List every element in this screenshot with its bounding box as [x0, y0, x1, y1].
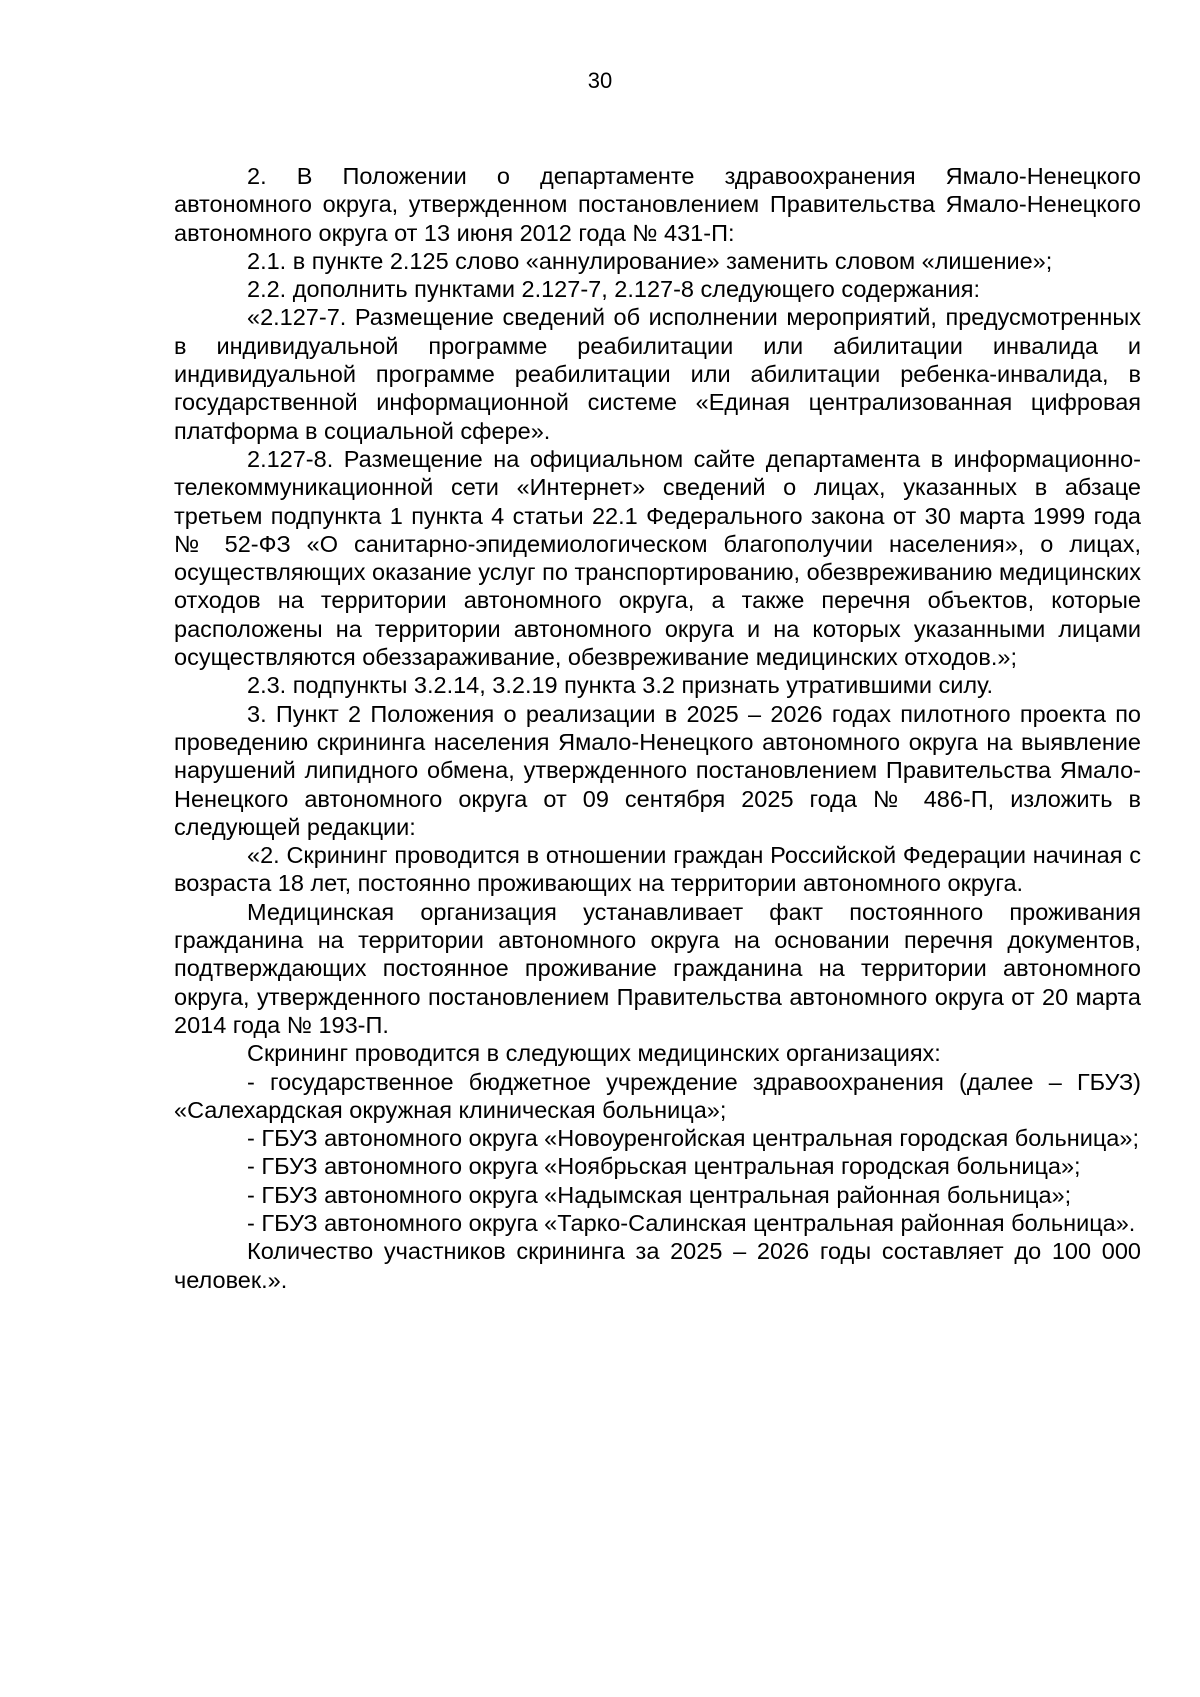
- paragraph-2-2: 2.2. дополнить пунктами 2.127-7, 2.127-8 следующего содержания:: [247, 276, 980, 303]
- list-item-organization: - государственное бюджетное учреждение здравоохранения (далее – ГБУЗ) «Салехардская окружная клиническая больница»;: [174, 1068, 1141, 1123]
- paragraph-participants-count: Количество участников скрининга за 2025 – 2026 годы составляет до 100 000 человек.».: [174, 1238, 1141, 1293]
- paragraph-3-intro: 3. Пункт 2 Положения о реализации в 2025 – 2026 годах пилотного проекта по проведению скрининга населения Ямало-Ненецкого автономного округа на выявление нарушений липидного обмена, утвержденного постановлением Правительства Ямало-Ненецкого автономного округа от 09 сентября 2025 года № 486-П, изложить в следующей редакции:: [174, 700, 1141, 840]
- list-item-organization: - ГБУЗ автономного округа «Новоуренгойская центральная городская больница»;: [247, 1125, 1139, 1152]
- paragraph-2-127-7: «2.127-7. Размещение сведений об исполнении мероприятий, предусмотренных в индивидуальной программе реабилитации или абилитации инвалида и индивидуальной программе реабилитации или абилитации ребенка-инвалида, в государственной информационной системе «Единая централизованная цифровая платформа в социальной сфере».: [174, 304, 1141, 444]
- paragraph-screening-scope: «2. Скрининг проводится в отношении граждан Российской Федерации начиная с возраста 18 лет, постоянно проживающих на территории автономного округа.: [174, 842, 1141, 897]
- paragraph-organizations-intro: Скрининг проводится в следующих медицинских организациях:: [247, 1040, 941, 1067]
- page-number: 30: [587, 68, 613, 93]
- paragraph-2-127-8: 2.127-8. Размещение на официальном сайте департамента в информационно-телекоммуникационной сети «Интернет» сведений о лицах, указанных в абзаце третьем подпункта 1 пункта 4 статьи 22.1 Федерального закона от 30 марта 1999 года № 52-ФЗ «О санитарно-эпидемиологическом благополучии населения», о лицах, осуществляющих оказание услуг по транспортированию, обезвреживанию медицинских отходов на территории автономного округа, а также перечня объектов, которые расположены на территории автономного округа и на которых указанными лицами осуществляются обеззараживание, обезвреживание медицинских отходов.»;: [174, 445, 1141, 671]
- list-item-organization: - ГБУЗ автономного округа «Надымская центральная районная больница»;: [247, 1181, 1072, 1208]
- paragraph-2-intro: 2. В Положении о департаменте здравоохранения Ямало-Ненецкого автономного округа, утвержденном постановлением Правительства Ямало-Ненецкого автономного округа от 13 июня 2012 года № 431-П:: [174, 163, 1141, 246]
- list-item-organization: - ГБУЗ автономного округа «Тарко-Салинская центральная районная больница».: [247, 1209, 1136, 1236]
- list-item-organization: - ГБУЗ автономного округа «Ноябрьская центральная городская больница»;: [247, 1153, 1081, 1180]
- paragraph-2-3: 2.3. подпункты 3.2.14, 3.2.19 пункта 3.2 признать утратившими силу.: [247, 672, 994, 699]
- paragraph-residence-proof: Медицинская организация устанавливает факт постоянного проживания гражданина на территории автономного округа на основании перечня документов, подтверждающих постоянное проживание гражданина на территории автономного округа, утвержденного постановлением Правительства автономного округа от 20 марта 2014 года № 193-П.: [174, 898, 1141, 1038]
- paragraph-2-1: 2.1. в пункте 2.125 слово «аннулирование» заменить словом «лишение»;: [247, 247, 1053, 274]
- document-body: [174, 162, 1141, 1294]
